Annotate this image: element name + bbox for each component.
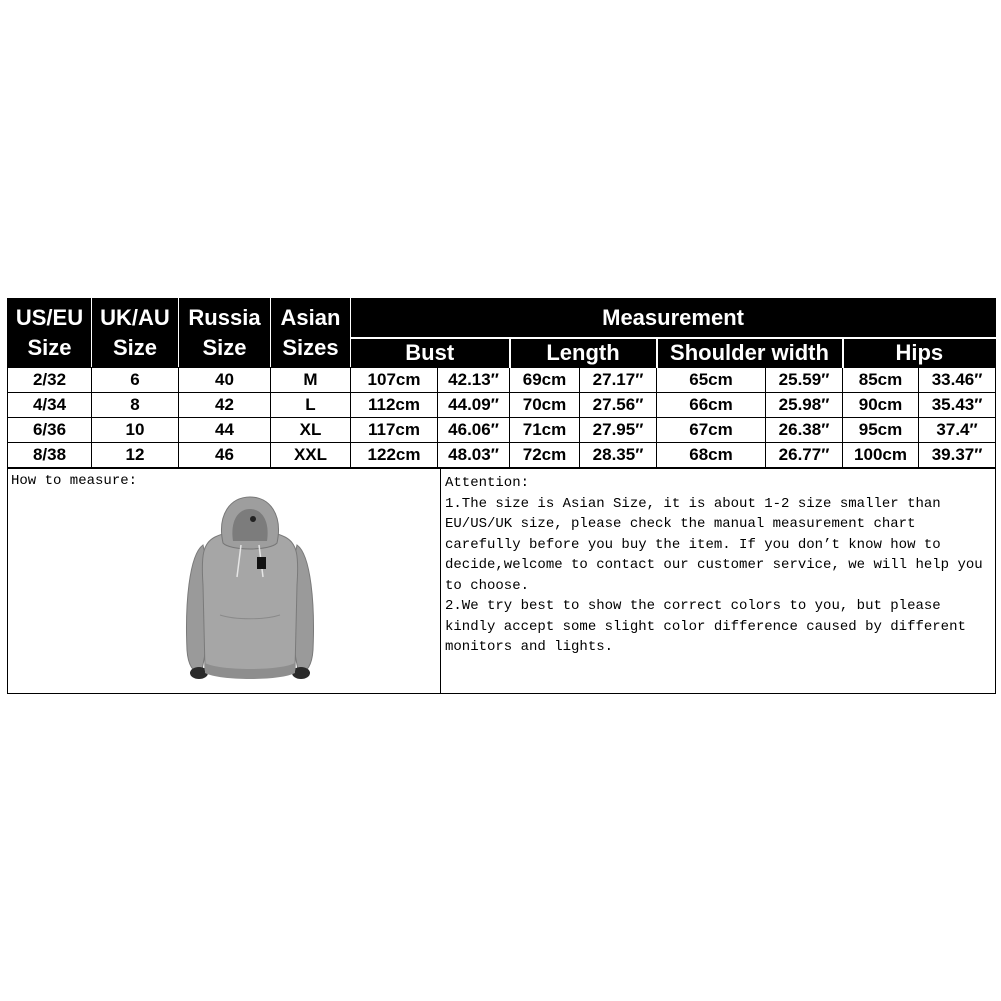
shoulder-cm-cell: 68cm [657,443,766,468]
table-row [8,393,996,418]
attention-title: Attention: [445,475,530,491]
us-eu-cell: 2/32 [8,368,92,393]
shoulder-in-cell: 25.59″ [766,368,843,393]
hips-in-cell: 33.46″ [919,368,996,393]
length-cm-cell: 69cm [510,368,580,393]
size-rows [8,368,996,468]
length-header: Length [510,338,657,368]
us-eu-cell: 4/34 [8,393,92,418]
bust-in-cell: 42.13″ [438,368,510,393]
russia-cell: 44 [179,418,271,443]
how-to-measure-label: How to measure: [11,473,138,489]
asian-sizes-header: Asian Sizes [271,299,351,368]
hips-in-cell: 37.4″ [919,418,996,443]
bust-cm-cell: 107cm [351,368,438,393]
table-row [8,368,996,393]
hips-cm-cell: 85cm [843,368,919,393]
table-row [8,418,996,443]
bust-in-cell: 46.06″ [438,418,510,443]
uk-au-size-header: UK/AU Size [92,299,179,368]
length-in-cell: 27.56″ [580,393,657,418]
uk-au-cell: 10 [92,418,179,443]
length-cm-cell: 71cm [510,418,580,443]
attention-note-2: 2.We try best to show the correct colors to you, but please kindly accept some slight color difference caused by different monitors and lights. [445,598,966,655]
hips-in-cell: 39.37″ [919,443,996,468]
attention-notes [445,473,995,658]
length-in-cell: 28.35″ [580,443,657,468]
info-table [7,468,996,694]
length-cm-cell: 70cm [510,393,580,418]
russia-size-header: Russia Size [179,299,271,368]
length-in-cell: 27.17″ [580,368,657,393]
bust-cm-cell: 122cm [351,443,438,468]
bust-in-cell: 44.09″ [438,393,510,418]
size-chart-table [7,298,996,468]
asian-cell: XL [271,418,351,443]
asian-cell: L [271,393,351,418]
how-to-measure-cell [8,469,441,694]
asian-cell: XXL [271,443,351,468]
table-row [8,443,996,468]
hips-cm-cell: 100cm [843,443,919,468]
hips-cm-cell: 90cm [843,393,919,418]
us-eu-cell: 6/36 [8,418,92,443]
hoodie-image [175,495,325,685]
us-eu-size-header: US/EU Size [8,299,92,368]
russia-cell: 42 [179,393,271,418]
uk-au-cell: 6 [92,368,179,393]
russia-cell: 46 [179,443,271,468]
attention-note-1: 1.The size is Asian Size, it is about 1-2 size smaller than EU/US/UK size, please check the manual measurement chart carefully before you buy the item. If you don’t know how to decide,welcome to contact our customer service, we will help you to choose. [445,495,983,594]
shoulder-cm-cell: 67cm [657,418,766,443]
uk-au-cell: 12 [92,443,179,468]
length-cm-cell: 72cm [510,443,580,468]
bust-header: Bust [351,338,510,368]
uk-au-cell: 8 [92,393,179,418]
hips-in-cell: 35.43″ [919,393,996,418]
hips-cm-cell: 95cm [843,418,919,443]
russia-cell: 40 [179,368,271,393]
us-eu-cell: 8/38 [8,443,92,468]
hips-header: Hips [843,338,996,368]
shoulder-cm-cell: 65cm [657,368,766,393]
bust-cm-cell: 117cm [351,418,438,443]
shoulder-in-cell: 26.38″ [766,418,843,443]
shoulder-width-header: Shoulder width [657,338,843,368]
length-in-cell: 27.95″ [580,418,657,443]
shoulder-cm-cell: 66cm [657,393,766,418]
asian-cell: M [271,368,351,393]
shoulder-in-cell: 26.77″ [766,443,843,468]
attention-cell [441,469,996,694]
measurement-header: Measurement [351,299,996,339]
bust-cm-cell: 112cm [351,393,438,418]
shoulder-in-cell: 25.98″ [766,393,843,418]
bust-in-cell: 48.03″ [438,443,510,468]
